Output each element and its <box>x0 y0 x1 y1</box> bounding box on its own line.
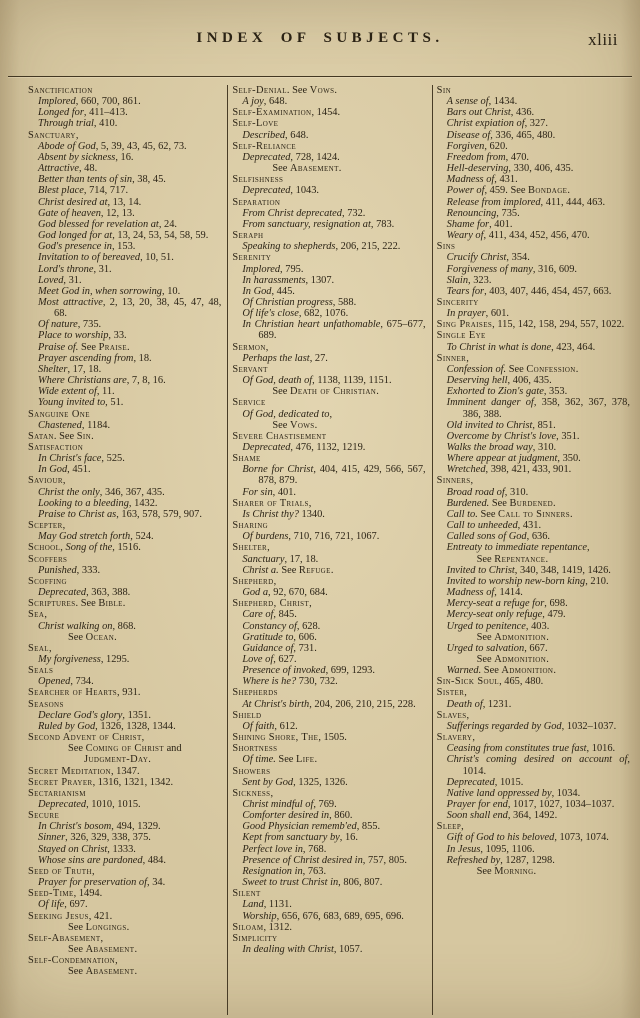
index-subentry: Soon shall end, 364, 1492. <box>446 810 558 822</box>
index-subentry: In Christ's bosom, 494, 1329. <box>38 821 161 833</box>
index-subentry: Whose sins are pardoned, 484. <box>38 854 166 866</box>
index-headword: Sanctuary, <box>28 129 79 141</box>
index-headword: Seeking Jesus, 421. <box>28 910 113 922</box>
index-subentry: Sanctuary, 17, 18. <box>242 553 319 565</box>
index-headword: Scriptures. See Bible. <box>28 598 126 610</box>
index-subentry: Prayer for end, 1017, 1027, 1034–1037. <box>446 799 615 810</box>
index-subentry: In Jesus, 1095, 1106. <box>446 843 535 855</box>
index-subentry: Resignation in, 763. <box>242 865 327 877</box>
index-subentry: Warned. See Admonition. <box>446 665 556 677</box>
index-subentry: Weary of, 411, 434, 452, 456, 470. <box>446 230 590 242</box>
index-subentry: Crucify Christ, 354. <box>446 252 530 264</box>
index-subentry: Christ walking on, 868. <box>38 620 136 632</box>
column-divider-2 <box>432 85 433 1015</box>
index-headword: Simplicity <box>232 932 278 944</box>
index-subentry: Blest place, 714, 717. <box>38 185 129 197</box>
index-subentry: Stayed on Christ, 1333. <box>38 843 136 855</box>
index-headword: Slaves, <box>436 709 470 721</box>
index-subentry: Prayer ascending from, 18. <box>38 352 152 364</box>
index-headword: Seasons <box>28 698 64 710</box>
index-subentry: Of God, death of, 1138, 1139, 1151. <box>242 375 392 387</box>
index-headword: Self-Abasement, <box>28 932 104 944</box>
index-subentry: Perhaps the last, 27. <box>242 352 328 364</box>
index-headword: Service <box>232 397 266 409</box>
index-subentry: Mercy-seat a refuge for, 698. <box>446 598 568 610</box>
index-subentry: Of Christian progress, 588. <box>242 296 357 308</box>
index-subentry: Ruled by God, 1326, 1328, 1344. <box>38 720 176 732</box>
index-subentry: Good Physician rememb'ed, 855. <box>242 821 381 833</box>
index-headword: Slavery, <box>436 732 475 744</box>
index-subentry: Land, 1131. <box>242 899 292 911</box>
index-subentry: Gift of God to his beloved, 1073, 1074. <box>446 832 609 844</box>
index-subentry: Disease of, 336, 465, 480. <box>446 129 556 141</box>
index-subentry: Comforter desired in, 860. <box>242 810 353 822</box>
index-headword: Secret Meditation, 1347. <box>28 765 140 777</box>
index-headword: Shortness <box>232 743 278 755</box>
index-subentry: My forgiveness, 1295. <box>38 653 130 665</box>
index-subentry: Urged to penitence, 403. <box>446 620 550 632</box>
index-subentry: Better than tents of sin, 38, 45. <box>38 174 166 186</box>
index-subentry: Deserving hell, 406, 435. <box>446 375 552 387</box>
index-subentry: Lord's throne, 31. <box>38 263 112 275</box>
index-headword: Shining Shore, The, 1505. <box>232 732 347 744</box>
index-headword: Servant <box>232 363 268 375</box>
index-subentry: From Christ deprecated, 732. <box>242 207 366 219</box>
index-headword: Sleep, <box>436 821 464 833</box>
index-headword: Shelter, <box>232 542 270 554</box>
index-headword: Self-Love <box>232 118 279 130</box>
index-subentry: Sufferings regarded by God, 1032–1037. <box>446 720 617 732</box>
index-subentry: Of life, 697. <box>38 899 88 911</box>
index-headword: Sectarianism <box>28 787 86 799</box>
index-headword: Shepherd, <box>232 575 277 587</box>
index-crossref: See Ocean. <box>68 631 117 643</box>
index-subentry: Bars out Christ, 436. <box>446 107 535 119</box>
index-column-3 <box>437 85 634 1015</box>
index-headword: Seed of Truth, <box>28 865 95 877</box>
index-headword: Searcher of Hearts, 931. <box>28 687 141 699</box>
index-headword: Shame <box>232 453 261 465</box>
index-subentry: Of faith, 612. <box>242 720 298 732</box>
index-subentry: Prayer for preservation of, 34. <box>38 877 166 889</box>
index-subentry: In harassments, 1307. <box>242 274 335 286</box>
index-headword: Scoffing <box>28 575 67 587</box>
index-subentry: Through trial, 410. <box>38 118 118 130</box>
index-headword: Selfishness <box>232 174 284 186</box>
index-subentry: Deprecated, 363, 388. <box>38 587 131 599</box>
header-rule <box>8 76 632 77</box>
index-subentry: Deprecated, 1010, 1015. <box>38 799 141 810</box>
index-subentry: Attractive, 48. <box>38 163 98 175</box>
index-subentry: Sinner, 326, 329, 338, 375. <box>38 832 151 844</box>
index-subentry: A joy, 648. <box>242 96 288 108</box>
index-subentry: Constancy of, 628. <box>242 620 321 632</box>
index-subentry: Death of, 1231. <box>446 698 512 710</box>
index-subentry: Opened, 734. <box>38 676 94 688</box>
index-subentry: Invited to worship new-born king, 210. <box>446 575 609 587</box>
index-subentry: Native land oppressed by, 1034. <box>446 787 581 799</box>
index-headword: Siloam, 1312. <box>232 921 293 933</box>
index-subentry: A sense of, 1434. <box>446 96 518 108</box>
index-headword: Secret Prayer, 1316, 1321, 1342. <box>28 776 174 788</box>
index-subentry: Slain, 323. <box>446 274 492 286</box>
index-subentry: For sin, 401. <box>242 486 297 498</box>
index-subentry: Release from implored, 411, 444, 463. <box>446 196 606 208</box>
index-headword: Sanctification <box>28 85 93 96</box>
index-headword: Self-Reliance <box>232 140 297 152</box>
index-subentry: In God, 451. <box>38 464 91 476</box>
index-headword: Sin-Sick Soul, 465, 480. <box>436 676 544 688</box>
page-header <box>0 0 640 76</box>
index-subentry: Wide extent of, 11. <box>38 386 115 398</box>
index-headword: Shepherd, Christ, <box>232 598 312 610</box>
index-subentry: To Christ in what is done, 423, 464. <box>446 341 596 353</box>
index-subentry: From sanctuary, resignation at, 783. <box>242 218 395 230</box>
index-subentry: Madness of, 1414. <box>446 587 523 599</box>
index-headword: Sharer of Trials, <box>232 497 312 509</box>
index-columns <box>0 83 640 1015</box>
index-subentry: Kept from sanctuary by, 16. <box>242 832 358 844</box>
index-subentry: Place to worship, 33. <box>38 330 127 342</box>
index-subentry: Exhorted to Zion's gate, 353. <box>446 386 568 398</box>
index-headword: Sickness, <box>232 787 274 799</box>
index-headword: Seals <box>28 665 54 677</box>
index-crossref: See Vows. <box>272 419 318 431</box>
index-subentry: Power of, 459. See Bondage. <box>446 185 570 197</box>
index-subentry: Perfect love in, 768. <box>242 843 327 855</box>
page-title: INDEX OF SUBJECTS. <box>196 30 444 46</box>
index-crossref: See Death of Christian. <box>272 386 379 398</box>
index-subentry: Invited to Christ, 340, 348, 1419, 1426. <box>446 564 611 576</box>
index-subentry: In Christian heart unfathomable, 675–677, 689. <box>242 319 426 342</box>
index-subentry: Shame for, 401. <box>446 218 513 230</box>
index-headword: Single Eye <box>436 330 486 342</box>
folio-page-number: xliii <box>588 30 618 49</box>
index-subentry: Meet God in, when sorrowing, 10. <box>38 285 181 297</box>
index-subentry: God a, 92, 670, 684. <box>242 587 328 599</box>
index-subentry: Confession of. See Confession. <box>446 363 579 375</box>
index-crossref: See Morning. <box>476 865 537 877</box>
index-subentry: Of nature, 735. <box>38 319 102 331</box>
index-subentry: Love of, 627. <box>242 653 297 665</box>
index-subentry: Sent by God, 1325, 1326. <box>242 776 348 788</box>
index-subentry: Wretched, 398, 421, 433, 901. <box>446 464 572 476</box>
index-subentry: Presence of Christ desired in, 757, 805. <box>242 854 407 866</box>
index-subentry: Forgiven, 620. <box>446 140 508 152</box>
index-subentry: Gate of heaven, 12, 13. <box>38 207 135 219</box>
index-headword: Sermon, <box>232 341 269 353</box>
index-crossref: See Abasement. <box>68 966 138 978</box>
index-headword: Satan. See Sin. <box>28 430 94 442</box>
index-subentry: Where appear at judgment, 350. <box>446 453 581 465</box>
index-headword: Shepherds <box>232 687 278 699</box>
index-subentry: Christ desired at, 13, 14. <box>38 196 142 208</box>
index-subentry: In God, 445. <box>242 285 295 297</box>
index-subentry: Christ's coming desired on account of, 1014. <box>446 754 630 777</box>
index-subentry: Of life's close, 682, 1076. <box>242 308 349 320</box>
index-headword: Seal, <box>28 642 52 654</box>
index-subentry: Christ the only, 346, 367, 435. <box>38 486 165 498</box>
index-subentry: At Christ's birth, 204, 206, 210, 215, 228. <box>242 698 416 710</box>
index-headword: Showers <box>232 765 271 777</box>
index-subentry: Deprecated, 1015. <box>446 776 524 788</box>
index-subentry: Hell-deserving, 330, 406, 435. <box>446 163 574 175</box>
index-subentry: Is Christ thy? 1340. <box>242 508 325 520</box>
index-headword: Sins <box>436 241 456 253</box>
index-subentry: In dealing with Christ, 1057. <box>242 944 363 956</box>
index-subentry: Where is he? 730, 732. <box>242 676 338 688</box>
index-headword: Self-Denial. See Vows. <box>232 85 337 96</box>
index-subentry: Absent by sickness, 16. <box>38 151 134 163</box>
index-subentry: Most attractive, 2, 13, 20, 38, 45, 47, 48, 68. <box>38 296 222 320</box>
index-subentry: Guidance of, 731. <box>242 642 317 654</box>
index-subentry: Burdened. See Burdened. <box>446 497 556 509</box>
index-subentry: Praise of. See Praise. <box>38 341 130 353</box>
index-headword: Second Advent of Christ, <box>28 732 145 744</box>
index-subentry: Abode of God, 5, 39, 43, 45, 62, 73. <box>38 140 187 152</box>
index-subentry: Young invited to, 51. <box>38 397 124 409</box>
index-subentry: Broad road of, 310. <box>446 486 529 498</box>
index-subentry: Punished, 333. <box>38 564 101 576</box>
index-crossref: See Abasement. <box>272 163 342 175</box>
index-subentry: God blessed for revelation at, 24. <box>38 218 178 230</box>
index-headword: Silent <box>232 888 261 900</box>
index-headword: Sharing <box>232 520 269 532</box>
index-subentry: Walks the broad way, 310. <box>446 442 557 453</box>
index-subentry: Refreshed by, 1287, 1298. <box>446 854 555 866</box>
index-subentry: Presence of invoked, 699, 1293. <box>242 665 375 677</box>
index-subentry: God's presence in, 153. <box>38 241 136 253</box>
index-headword: Self-Condemnation, <box>28 955 118 967</box>
index-subentry: Madness of, 431. <box>446 174 518 186</box>
column-divider-1 <box>227 85 228 1015</box>
index-subentry: Looking to a bleeding, 1432. <box>38 497 158 509</box>
index-subentry: Forgiveness of many, 316, 609. <box>446 263 578 275</box>
index-subentry: Mercy-seat only refuge, 479. <box>446 609 566 621</box>
index-headword: Secure <box>28 810 60 822</box>
index-subentry: May God stretch forth, 524. <box>38 531 154 543</box>
index-subentry: Implored, 795. <box>242 263 304 275</box>
index-subentry: Christ mindful of, 769. <box>242 799 337 810</box>
index-headword: Shield <box>232 709 262 721</box>
index-column-1 <box>28 85 225 1015</box>
index-subentry: Of time. See Life. <box>242 754 318 766</box>
index-subentry: Declare God's glory, 1351. <box>38 709 151 721</box>
index-subentry: Old invited to Christ, 851. <box>446 419 556 431</box>
index-subentry: Chastened, 1184. <box>38 419 111 431</box>
index-headword: Sin <box>436 85 452 96</box>
index-subentry: Shelter, 17, 18. <box>38 363 102 375</box>
index-subentry: Gratitude to, 606. <box>242 631 317 643</box>
index-subentry: Worship, 656, 676, 683, 689, 695, 696. <box>242 910 404 922</box>
index-headword: Separation <box>232 196 281 208</box>
index-subentry: Renouncing, 735. <box>446 207 520 219</box>
index-subentry: Called sons of God, 636. <box>446 531 551 543</box>
index-crossref: See Longings. <box>68 921 130 933</box>
index-subentry: Of God, dedicated to, <box>242 408 333 420</box>
index-subentry: Praise to Christ as, 163, 578, 579, 907. <box>38 508 202 520</box>
index-subentry: Where Christians are, 7, 8, 16. <box>38 375 166 387</box>
index-subentry: In Christ's face, 525. <box>38 453 125 465</box>
index-subentry: God longed for at, 13, 24, 53, 54, 58, 59. <box>38 230 209 242</box>
index-subentry: In prayer, 601. <box>446 308 510 320</box>
index-subentry: Implored, 660, 700, 861. <box>38 96 141 108</box>
index-subentry: Freedom from, 470. <box>446 151 530 163</box>
index-column-2 <box>232 85 429 1015</box>
index-headword: Sea, <box>28 609 47 621</box>
index-subentry: Care of, 845. <box>242 609 297 621</box>
index-subentry: Sweet to trust Christ in, 806, 807. <box>242 877 383 889</box>
index-headword: Sinners, <box>436 475 474 487</box>
index-crossref: See Admonition. <box>476 653 549 665</box>
index-subentry: Christ expiation of, 327. <box>446 118 548 130</box>
index-crossref: See Repentance. <box>476 553 549 565</box>
index-subentry: Call to. See Call to Sinners. <box>446 508 573 520</box>
index-subentry: Deprecated, 476, 1132, 1219. <box>242 442 366 453</box>
index-headword: Self-Examination, 1454. <box>232 107 341 119</box>
index-crossref: See Admonition. <box>476 631 549 643</box>
index-headword: Seraph <box>232 230 264 242</box>
index-subentry: Tears for, 403, 407, 446, 454, 457, 663. <box>446 285 612 297</box>
index-subentry: Entreaty to immediate repentance, <box>446 542 590 554</box>
index-headword: Sanguine One <box>28 408 90 420</box>
index-subentry: Imminent danger of, 358, 362, 367, 378, 386, 388. <box>446 397 630 420</box>
index-headword: Scoffers <box>28 553 68 565</box>
index-subentry: Longed for, 411–413. <box>38 107 128 119</box>
index-headword: Sincerity <box>436 296 479 308</box>
index-headword: Sinner, <box>436 352 469 364</box>
index-headword: Scepter, <box>28 520 66 532</box>
index-subentry: Deprecated, 728, 1424. <box>242 151 340 163</box>
index-subentry: Call to unheeded, 431. <box>446 520 542 532</box>
index-subentry: Invitation to of bereaved, 10, 51. <box>38 252 174 264</box>
index-headword: Seed-Time, 1494. <box>28 888 103 900</box>
index-subentry: Urged to salvation, 667. <box>446 642 548 654</box>
index-headword: Sing Praises, 115, 142, 158, 294, 557, 1022. <box>436 319 625 331</box>
index-crossref: See Abasement. <box>68 944 138 956</box>
index-crossref: See Coming of Christ and Judgment-Day. <box>68 743 182 766</box>
index-subentry: Borne for Christ, 404, 415, 429, 566, 567, 878, 879. <box>242 464 426 487</box>
index-headword: Saviour, <box>28 475 66 487</box>
index-subentry: Ceasing from constitutes true fast, 1016. <box>446 743 616 755</box>
index-subentry: Overcome by Christ's love, 351. <box>446 430 580 442</box>
index-headword: Satisfaction <box>28 442 84 453</box>
index-headword: Serenity <box>232 252 272 264</box>
index-subentry: Described, 648. <box>242 129 309 141</box>
index-subentry: Loved, 31. <box>38 274 82 286</box>
index-subentry: Of burdens, 710, 716, 721, 1067. <box>242 531 380 543</box>
index-headword: Sister, <box>436 687 467 699</box>
index-subentry: Speaking to shepherds, 206, 215, 222. <box>242 241 401 253</box>
index-subentry: Christ a. See Refuge. <box>242 564 334 576</box>
index-headword: Severe Chastisement <box>232 430 327 442</box>
index-headword: School, Song of the, 1516. <box>28 542 141 554</box>
index-subentry: Deprecated, 1043. <box>242 185 319 197</box>
